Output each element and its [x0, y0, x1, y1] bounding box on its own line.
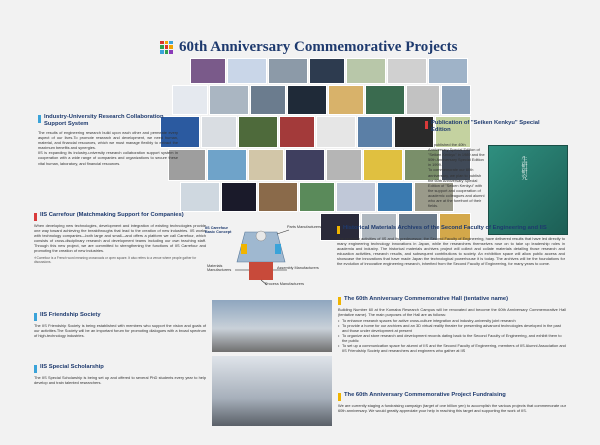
- collage-photo: [326, 149, 362, 181]
- page-title: 60th Anniversary Commemorative Projects: [179, 38, 458, 55]
- collage-photo: [346, 58, 386, 84]
- collage-photo: [180, 182, 220, 212]
- collage-photo: [258, 182, 298, 212]
- list-item: • To enhance research spaces for active cross-culture integration and industry-university joint research: [338, 318, 566, 323]
- section-body: The IIS Friendship Society is being established with members who support the vision and goals of our activities.The Society will be an important forum for promoting dialogues with a broad spectrum of high-technology industries.: [34, 323, 206, 339]
- collage-photo: [221, 182, 257, 212]
- section-title: IIS Carrefour (Matchmaking Support for Companies): [40, 212, 184, 218]
- collage-photo: [207, 149, 247, 181]
- collage-photo: [363, 149, 403, 181]
- section-marker: [338, 393, 341, 401]
- diagram-assembly-label: Assembly Manufacturers: [277, 266, 319, 270]
- section-marker: [34, 213, 37, 221]
- collage-photo: [285, 149, 325, 181]
- page-header: [160, 38, 460, 56]
- section-carrefour: [34, 212, 206, 264]
- collage-photo: [190, 58, 226, 84]
- diagram-process-label: Process Manufacturers: [265, 282, 305, 286]
- section-body: To commemorate our 60th anniversary, we plan to publish the 60th Anniversary Special Edition of "Seiken Kenkyu" with the support and cooperation of academic colleagues and alumni who are at the forefront of their fields.: [428, 167, 485, 209]
- book-cover-image: [488, 145, 568, 235]
- publication-text: [428, 140, 486, 208]
- collage-photo: [279, 116, 315, 148]
- list-item: • To provide a home for our archives and an 3D virtual reality theater for presenting advanced technologies developed in the past and those under development at present: [338, 323, 566, 333]
- collage-photo: [336, 182, 376, 212]
- section-marker: [38, 115, 41, 123]
- collage-photo: [365, 85, 405, 115]
- section-title: Industry-University Research Collaboration Support System: [44, 114, 164, 127]
- section-body: The research activities of IIS and its predecessor, the Second Faculty of Engineering, have delivered results that have led directly to many engineering technology innovations in Japan, while the researchers themselves rose on to take up leadership roles in academia and industry. The historical materials archives project will collect and collate materials detailing those research and education activities, research results, and subsequent contributions to society. An exhibition space will allow public access and showcase the innovations that have made Japan the technological powerhouse it is today. The archives will be the foundations for the evolution of innovative engineering research, inherited from the Second Faculty of Engineering, for many years to come.: [337, 236, 565, 267]
- section-scholarship: [34, 364, 206, 385]
- section-title: Publication of "Seiken Kenkyu" Special Edition: [431, 120, 540, 133]
- section-title: IIS Friendship Society: [40, 312, 101, 318]
- diagram-concept-label: IIS Carrefour Basic Concept: [205, 226, 232, 234]
- section-body: IIS is expanding its industry-university research collaboration support system in cooperation with a wide range of companies and organizations to secure these vital human, laboratory, and financial resources.: [38, 150, 178, 166]
- section-marker: [425, 121, 428, 129]
- section-body: The results of engineering research build upon each other and permeate every aspect of our lives.To promote research and development, we need human, material, and financial resources, which we must manage flexibly to extract the maximum benefits and synergies.: [38, 130, 178, 151]
- hall-purpose-list: [338, 318, 566, 353]
- collage-photo: [377, 182, 413, 212]
- collage-photo: [428, 58, 468, 84]
- section-title: Historical Materials Archives of the Second Faculty of Engineering and IIS: [343, 225, 547, 231]
- section-title: IIS Special Scholarship: [40, 364, 104, 370]
- section-body: When developing new technologies, development and integration of existing technologies provide one way toward achieving the breakthroughs that lead to the creation of new industries. IIS works with technology companies—both large and small—and offers a platform we call Carrefour, which consists of cross-disciplinary research and development teams including our own teaching staff. Through this new project, we are committed to strengthening the functions of IIS Carrefour and promoting the creation of new industries.: [34, 223, 206, 254]
- collage-photo: [299, 182, 335, 212]
- section-research: [38, 114, 178, 166]
- list-item: • To set up a communication space for alumni of IIS and the Second Faculty of Engineering, members of IIS Alumni Association and IIS Friendship Society and researchers and engineers who gather at IIS: [338, 343, 566, 353]
- collage-photo: [287, 85, 327, 115]
- collage-photo: [201, 116, 237, 148]
- collage-photo: [316, 116, 356, 148]
- collage-photo: [268, 58, 308, 84]
- book-title: 生研研究: [520, 156, 526, 180]
- collage-photo: [328, 85, 364, 115]
- section-archives: [337, 225, 565, 267]
- logo-icon: [160, 41, 173, 54]
- collage-photo: [309, 58, 345, 84]
- section-marker: [34, 313, 37, 321]
- collage-photo: [406, 85, 440, 115]
- section-title: The 60th Anniversary Commemorative Hall (tentative name): [344, 296, 509, 302]
- section-body: IIS published the 40th Anniversary Special Edition of "Seiken Kenkyu" in 1989 and the 50th Anniversary Special Edition in 1999.: [428, 142, 485, 168]
- section-body: Building Number 60 at the Komaba Research Campus will be renovated and become the 60th Anniversary Commemorative Hall (tentative name). The main purposes of the Hall are as follows:: [338, 307, 566, 318]
- section-marker: [338, 297, 341, 305]
- diagram-materials-label: Materials Manufacturers: [207, 264, 232, 272]
- collage-photo: [227, 58, 267, 84]
- collage-photo: [248, 149, 284, 181]
- section-friendship: [34, 312, 206, 338]
- collage-photo: [209, 85, 249, 115]
- section-title: The 60th Anniversary Commemorative Project Fundraising: [344, 392, 506, 398]
- section-publication: [425, 120, 560, 134]
- collage-photo: [387, 58, 427, 84]
- carrefour-diagram: [205, 222, 322, 288]
- section-note: ※Carrefour is a French word meaning crossroads or open square. It also refers to a venue where people gather for discussions.: [34, 255, 197, 264]
- collage-photo: [238, 116, 278, 148]
- section-marker: [337, 226, 340, 234]
- collage-photo: [250, 85, 286, 115]
- collage-photo: [172, 85, 208, 115]
- section-hall: [338, 296, 566, 353]
- collage-photo: [441, 85, 471, 115]
- section-body: The IIS Special Scholarship is being set up and offered to several PhD students every year to help develop and train talented researchers.: [34, 375, 206, 386]
- section-body: We are currently staging a fundraising campaign (target of one billion yen) to accomplish the various projects that commemorate our 60th anniversary. We would greatly appreciate your help in reaching this target and supporting the work of IIS.: [338, 403, 566, 414]
- diagram-parts-label: Parts Manufacturers: [287, 225, 322, 229]
- section-fundraising: [338, 392, 566, 413]
- building-photo: [212, 356, 332, 426]
- list-item: • To organize and store research and development records dating back to the Second Faculty of Engineering, and exhibit them to the public: [338, 333, 566, 343]
- building-photo: [212, 300, 332, 352]
- collage-photo: [357, 116, 393, 148]
- section-marker: [34, 365, 37, 373]
